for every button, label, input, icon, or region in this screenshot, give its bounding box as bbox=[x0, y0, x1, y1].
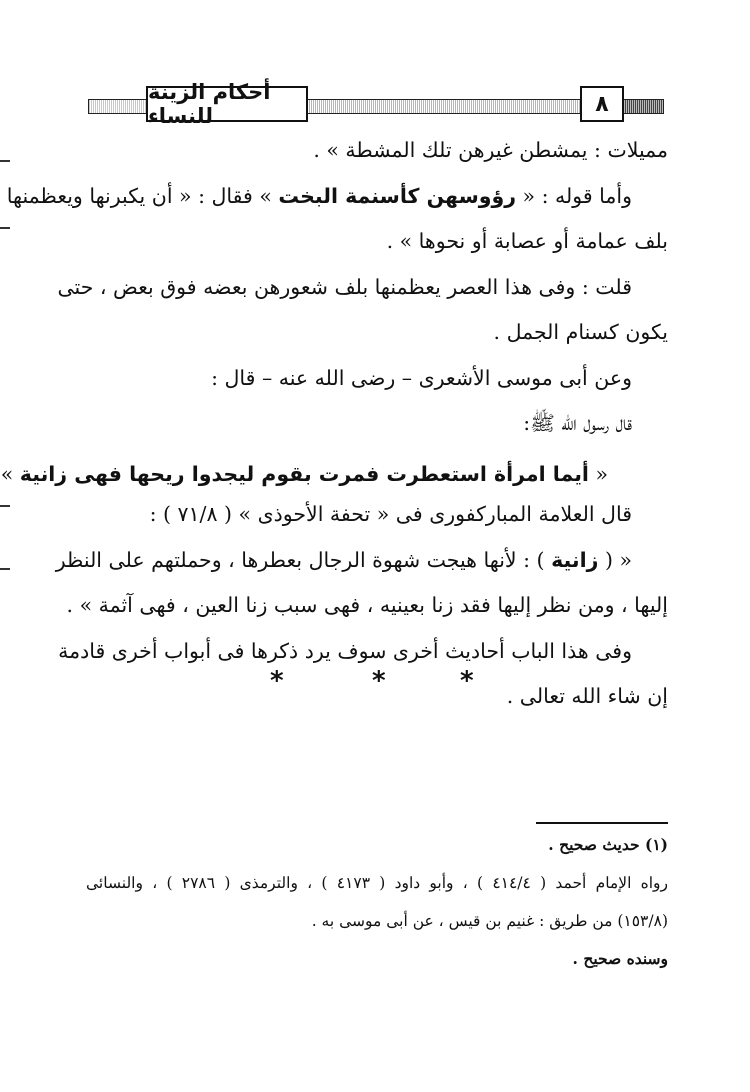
scan-margin-mark bbox=[0, 505, 10, 507]
hadith-text: أيما امرأة استعطرت فمرت بقوم ليجدوا ريحها فهى زانية bbox=[19, 461, 589, 486]
footnote-rule bbox=[536, 822, 668, 824]
text-line: قال رسول الله ﷺ: bbox=[523, 411, 632, 435]
book-title: أحكام الزينة للنساء bbox=[146, 86, 308, 122]
text-line: مميلات : يمشطن غيرهن تلك المشطة » . bbox=[313, 138, 668, 162]
separator-star: * bbox=[270, 666, 284, 696]
scan-margin-mark bbox=[0, 568, 10, 570]
text-line: إن شاء الله تعالى . bbox=[506, 684, 668, 708]
separator-star: * bbox=[460, 666, 474, 696]
glossed-term: زانية bbox=[551, 547, 599, 572]
separator-star: * bbox=[372, 666, 386, 696]
header-ornament-bar-right bbox=[622, 99, 664, 114]
page-number: ٨ bbox=[580, 86, 624, 122]
text-line bbox=[55, 538, 668, 584]
text-run: » فقال : « أن يكبرنها ويعظمنها bbox=[6, 183, 272, 208]
text-run: « ( bbox=[604, 547, 632, 572]
main-text bbox=[0, 128, 668, 720]
text-line: قلت : وفى هذا العصر يعظمنها بلف شعورهن بعضه فوق بعض ، حتى bbox=[57, 274, 632, 299]
quote-close: » bbox=[0, 461, 14, 486]
footnote-line: وسنده صحيح . bbox=[572, 949, 668, 968]
quoted-hadith-phrase: رؤوسهن كأسنمة البخت bbox=[278, 183, 517, 208]
text-line bbox=[6, 174, 668, 220]
text-line: وعن أبى موسى الأشعرى – رضى الله عنه – قال : bbox=[211, 365, 632, 390]
text-line: بلف عمامة أو عصابة أو نحوها » . bbox=[386, 229, 668, 253]
text-run: ) : لأنها هيجت شهوة الرجال بعطرها ، وحملتهم على النظر bbox=[55, 547, 545, 572]
text-line: وفى هذا الباب أحاديث أخرى سوف يرد ذكرها فى أبواب أخرى قادمة bbox=[58, 638, 632, 663]
running-header bbox=[88, 80, 664, 128]
scan-margin-mark bbox=[0, 227, 10, 229]
footnote-line: (١٥٣/٨) من طريق : غنيم بن قيس ، عن أبى موسى به . bbox=[311, 912, 668, 930]
text-line: يكون كسنام الجمل . bbox=[493, 320, 668, 344]
text-line: قال العلامة المباركفورى فى « تحفة الأحوذى » ( ٧١/٨ ) : bbox=[149, 502, 632, 526]
header-ornament-bar-left bbox=[88, 99, 148, 114]
scan-margin-mark bbox=[0, 160, 10, 162]
footnote-line: رواه الإمام أحمد ( ٤١٤/٤ ) ، وأبو داود ( ٤١٧٣ ) ، والترمذى ( ٢٧٨٦ ) ، والنسائى bbox=[86, 874, 669, 892]
header-ornament-bar-middle bbox=[306, 99, 582, 114]
text-run: وأما قوله : « bbox=[522, 183, 632, 208]
text-line: إليها ، ومن نظر إليها فقد زنا بعينيه ، فهى سبب زنا العين ، فهى آثمة » . bbox=[66, 593, 668, 617]
footnotes bbox=[86, 826, 668, 978]
quote-open: « bbox=[595, 461, 608, 486]
footnote-line: (١) حديث صحيح . bbox=[548, 835, 668, 854]
hadith-text-line bbox=[0, 447, 668, 493]
